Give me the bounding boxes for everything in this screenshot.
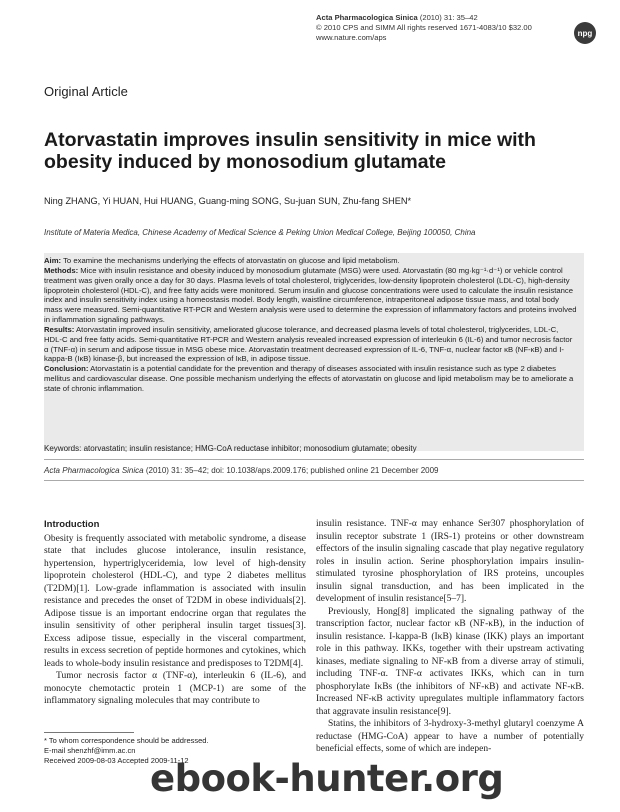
article-type: Original Article — [44, 84, 128, 99]
methods-label: Methods: — [44, 265, 79, 275]
body-paragraph: Previously, Hong[8] implicated the signaling pathway of the transcription factor, nuclear factor κB (NF-κB), in the induction of insulin resistance. I-kappa-B (IκB) kinase (IKK) plays an important role in this pathway. IKKs, together with their upstream activating kinases, mediate signaling to NF-κB from a diverse array of stimuli, including TNF-α. TNF-α activates IKKs, which can in turn phosphorylate IκBs (the inhibitors of NF-κB) and activate NF-κB. Increased NF-κB activity upregulates multiple inflammatory factors that aggravate insulin resistance[9]. — [316, 606, 584, 717]
email-line[interactable]: E-mail shenzhf@imm.ac.cn — [44, 746, 136, 755]
aim-label: Aim: — [44, 256, 62, 265]
body-paragraph: insulin resistance. TNF-α may enhance Ser307 phosphorylation of insulin receptor substrate 1 (IRS-1) proteins or other downstream effectors of the insulin signaling cascade that play negative regulatory roles in insulin action. Serine phosphorylation impairs insulin-stimulated tyrosine phosphorylation of IRS proteins, uncouples insulin signal transduction, and has been implicated in the development of insulin resistance[5–7]. — [316, 519, 584, 604]
divider-top — [44, 459, 584, 460]
section-heading-introduction: Introduction — [44, 519, 100, 530]
abstract — [44, 256, 578, 394]
journal-line-1 — [316, 13, 532, 23]
journal-url[interactable]: www.nature.com/aps — [316, 33, 387, 43]
affiliation: Institute of Materia Medica, Chinese Academy of Medical Science & Peking Union Medical College, Beijing 100050, China — [44, 228, 476, 237]
results-label: Results: — [44, 324, 75, 334]
journal-copyright: © 2010 CPS and SIMM All rights reserved 1671-4083/10 $32.00 — [316, 23, 532, 33]
body-column-right — [316, 518, 584, 756]
conclusion-label: Conclusion: — [44, 364, 89, 374]
abstract-results — [44, 325, 578, 364]
footnote-rule — [44, 732, 134, 733]
body-column-left — [44, 519, 306, 708]
aim-text: To examine the mechanisms underlying the effects of atorvastatin on glucose and lipid metabolism. — [61, 256, 400, 265]
article-title: Atorvastatin improves insulin sensitivity in mice with obesity induced by monosodium glutamate — [44, 129, 536, 173]
citation-journal: Acta Pharmacologica Sinica — [44, 466, 144, 475]
divider-bottom — [44, 480, 584, 481]
body-paragraph: Tumor necrosis factor α (TNF-α), interleukin 6 (IL-6), and monocyte chemotactic protein 1 (MCP-1) are some of the inflammatory signaling molecules that may contribute to — [44, 671, 306, 706]
methods-text: Mice with insulin resistance and obesity induced by monosodium glutamate (MSG) were used. Atorvastatin (80 mg·kg⁻¹·d⁻¹) or vehicle control treatment was given orally once a day for 30 days. Plasma levels of total cholesterol, triglycerides, low-density lipoprotein cholesterol (LDL-C), high-density lipoprotein cholesterol (HDL-C), and free fatty acids were monitored. Serum insulin and glucose concentrations were used to calculate the insulin resistance index and insulin sensitivity index using a homeostasis model. Body length, waistline circumference, intraperitoneal adipose tissue mass, and total body mass were measured. Semi-quantitative RT-PCR and Western analysis were used to determine the expression of inflammatory factors and proteins involved in inflammation signaling pathways. — [44, 265, 577, 325]
journal-volume: (2010) 31: 35–42 — [417, 13, 478, 22]
citation-details: (2010) 31: 35–42; doi: 10.1038/aps.2009.176; published online 21 December 2009 — [143, 466, 439, 475]
keywords: Keywords: atorvastatin; insulin resistance; HMG-CoA reductase inhibitor; monosodium glutamate; obesity — [44, 444, 417, 453]
abstract-conclusion — [44, 364, 578, 394]
results-text: Atorvastatin improved insulin sensitivity, ameliorated glucose tolerance, and decreased plasma levels of total cholesterol, triglycerides, LDL-C, HDL-C and free fatty acids. Semi-quantitative RT-PCR and Western analysis revealed increased expression of interleukin 6 (IL-6) and tumor necrosis factor α (TNF-α) in serum and adipose tissue in MSG obese mice. Atorvastatin treatment decreased expression of IL-6, TNF-α, nuclear factor κB (NF-κB) and I-kappa-B (IκB) kinase-β, but increased the expression of IκB, in adipose tissue. — [44, 324, 573, 364]
author-list: Ning ZHANG, Yi HUAN, Hui HUANG, Guang-ming SONG, Su-juan SUN, Zhu-fang SHEN* — [44, 196, 412, 206]
correspondence-note: * To whom correspondence should be addressed. — [44, 736, 209, 745]
dates-line: Received 2009-08-03 Accepted 2009-11-12 — [44, 756, 189, 765]
body-paragraph: Obesity is frequently associated with metabolic syndrome, a disease state that includes glucose intolerance, insulin resistance, hypertension, hypertriglyceridemia, low level of high-density lipoprotein cholesterol (HDL-C), and type 2 diabetes mellitus (T2DM)[1]. Low-grade inflammation is associated with insulin resistance and precedes the onset of T2DM in obese individuals[2]. Adipose tissue is an important endocrine organ that regulates the insulin sensitivity of other peripheral insulin target tissues[3]. Excess adipose tissue, especially in the visceral compartment, results in excess secretion of peptide hormones and cytokines, which leads to whole-body insulin resistance and predisposes to T2DM[4]. — [44, 533, 306, 669]
abstract-aim — [44, 256, 578, 266]
conclusion-text: Atorvastatin is a potential candidate for the prevention and therapy of diseases associated with insulin resistance such as type 2 diabetes mellitus and cardiovascular disease. One possible mechanism underlying the effects of atorvastatin on glucose and lipid metabolism may be to ameliorate a state of chronic inflammation. — [44, 364, 574, 393]
citation-line — [44, 466, 439, 475]
abstract-methods — [44, 266, 578, 325]
journal-name: Acta Pharmacologica Sinica — [316, 13, 418, 22]
journal-header — [316, 13, 532, 44]
body-paragraph: Statins, the inhibitors of 3-hydroxy-3-methyl glutaryl coenzyme A reductase (HMG-CoA) appear to have a number of potentially beneficial effects, some of which are indepen- — [316, 719, 584, 754]
watermark: ebook-hunter.org — [150, 757, 504, 800]
npg-logo: npg — [574, 22, 596, 44]
